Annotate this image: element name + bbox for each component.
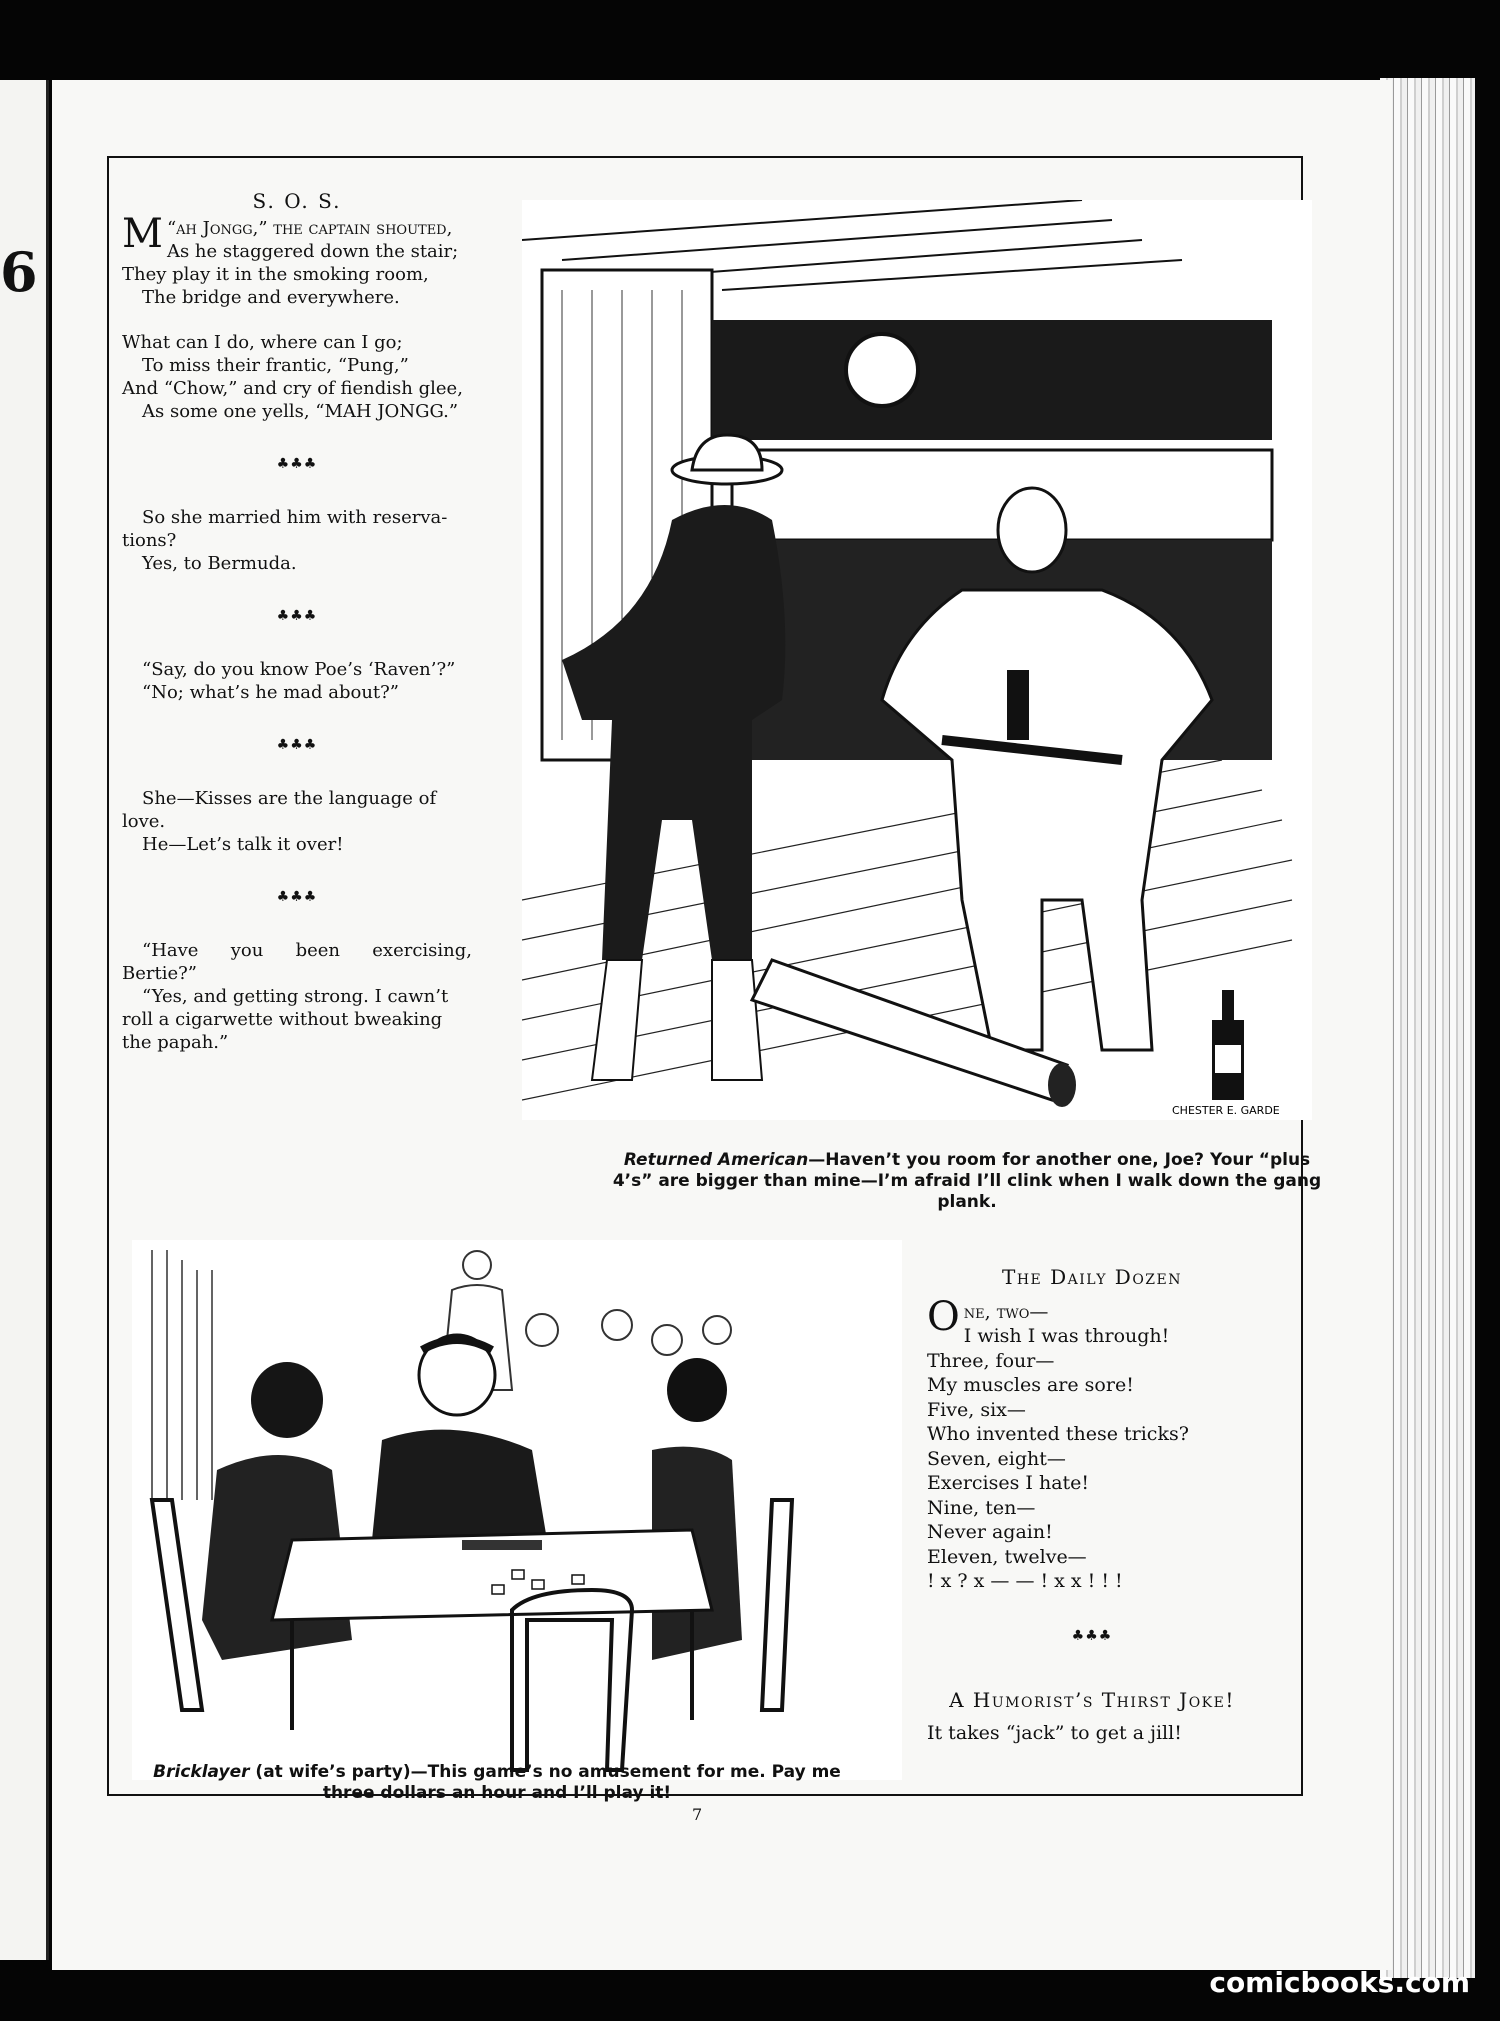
cartoon1-signature: CHESTER E. GARDE xyxy=(1172,1104,1280,1117)
joke-line: Yes, to Bermuda. xyxy=(142,553,297,574)
poem-line: I wish I was through! xyxy=(963,1325,1170,1347)
sos-line-3: They play it in the smoking room, xyxy=(122,264,429,285)
poem-line: My muscles are sore! xyxy=(927,1374,1134,1396)
poem-line: Never again! xyxy=(927,1521,1053,1543)
cartoon1-caption xyxy=(602,1150,1332,1213)
page-stack-edge xyxy=(1380,78,1475,1978)
dingbat-divider: ♣♣♣ xyxy=(276,889,318,905)
sos-line-4: The bridge and everywhere. xyxy=(142,287,400,308)
sos-quote: “ xyxy=(166,218,177,239)
thirst-joke-title: A Humorist’s Thirst Joke! xyxy=(949,1688,1235,1712)
poem-line: Eleven, twelve— xyxy=(927,1545,1087,1568)
sos-title: S. O. S. xyxy=(252,189,342,213)
sos-line-5: What can I do, where can I go; xyxy=(122,332,403,353)
joke-line: tions? xyxy=(122,530,177,551)
poem-line: Five, six— xyxy=(927,1398,1026,1421)
poem-line: Nine, ten— xyxy=(927,1496,1036,1519)
cartoon1-speaker: Returned American xyxy=(623,1150,809,1170)
dingbat-divider: ♣♣♣ xyxy=(276,737,318,753)
cartoon-ship-deck xyxy=(522,200,1312,1120)
joke-line: “Have you been exercising, Bertie?” xyxy=(122,940,472,984)
joke-kisses xyxy=(122,787,472,856)
sos-line-7: And “Chow,” and cry of fiendish glee, xyxy=(122,378,463,399)
dingbat-divider: ♣♣♣ xyxy=(1071,1627,1113,1644)
joke-line: She—Kisses are the language of xyxy=(142,788,437,809)
cartoon1-caption-text: —Haven’t you room for another one, Joe? Your “plus 4’s” are bigger than mine—I’m afraid I’ll clink when I walk down the gang plank. xyxy=(612,1150,1322,1212)
sos-line-1: ah Jongg,” the captain shouted, xyxy=(176,218,453,239)
joke-line: So she married him with reserva- xyxy=(142,507,448,528)
left-page-fragment: 6 xyxy=(0,240,38,304)
joke-line: “Yes, and getting strong. I cawn’t xyxy=(142,986,449,1007)
joke-line: “No; what’s he mad about?” xyxy=(142,682,400,703)
thirst-joke-text: It takes “jack” to get a jill! xyxy=(927,1721,1182,1744)
sos-line-2: As he staggered down the stair; xyxy=(166,241,459,262)
joke-line: “Say, do you know Poe’s ‘Raven’?” xyxy=(142,659,456,680)
daily-dozen-dropcap: O xyxy=(927,1293,960,1340)
magazine-page xyxy=(52,80,1392,1970)
sos-line-8: As some one yells, “MAH JONGG.” xyxy=(142,401,459,422)
cartoon-mahjongg-party xyxy=(132,1240,902,1780)
dingbat-divider: ♣♣♣ xyxy=(276,456,318,472)
left-text-column xyxy=(122,190,472,1054)
dingbat-divider: ♣♣♣ xyxy=(276,608,318,624)
cartoon2-speaker: Bricklayer xyxy=(153,1762,250,1782)
daily-dozen-title: The Daily Dozen xyxy=(1001,1265,1182,1289)
joke-raven xyxy=(122,658,472,704)
poem-line: Exercises I hate! xyxy=(927,1472,1090,1494)
joke-line: love. xyxy=(122,811,166,832)
joke-line: the papah.” xyxy=(122,1032,229,1053)
poem-line: Three, four— xyxy=(927,1349,1055,1372)
poem-line: Who invented these tricks? xyxy=(927,1423,1189,1445)
poem-line: ! x ? x — — ! x x ! ! ! xyxy=(927,1570,1123,1592)
sos-dropcap: M xyxy=(122,211,163,257)
joke-bertie xyxy=(122,939,472,1054)
joke-line: He—Let’s talk it over! xyxy=(142,834,344,855)
sos-line-6: To miss their frantic, “Pung,” xyxy=(142,355,409,376)
watermark: comicbooks.com xyxy=(1209,1966,1470,1999)
daily-dozen-column xyxy=(927,1265,1257,1745)
cartoon2-caption xyxy=(127,1762,867,1804)
sos-poem xyxy=(122,211,472,423)
cartoon2-caption-text: (at wife’s party)—This game’s no amusement for me. Pay me three dollars an hour and I’ll play it! xyxy=(249,1762,841,1803)
poem-line: Seven, eight— xyxy=(927,1447,1066,1470)
joke-line: roll a cigarwette without bweaking xyxy=(122,1009,443,1030)
poem-line: ne, two— xyxy=(963,1300,1049,1323)
left-page-edge xyxy=(0,80,49,1960)
page-number: 7 xyxy=(692,1805,703,1824)
joke-bermuda xyxy=(122,506,472,575)
